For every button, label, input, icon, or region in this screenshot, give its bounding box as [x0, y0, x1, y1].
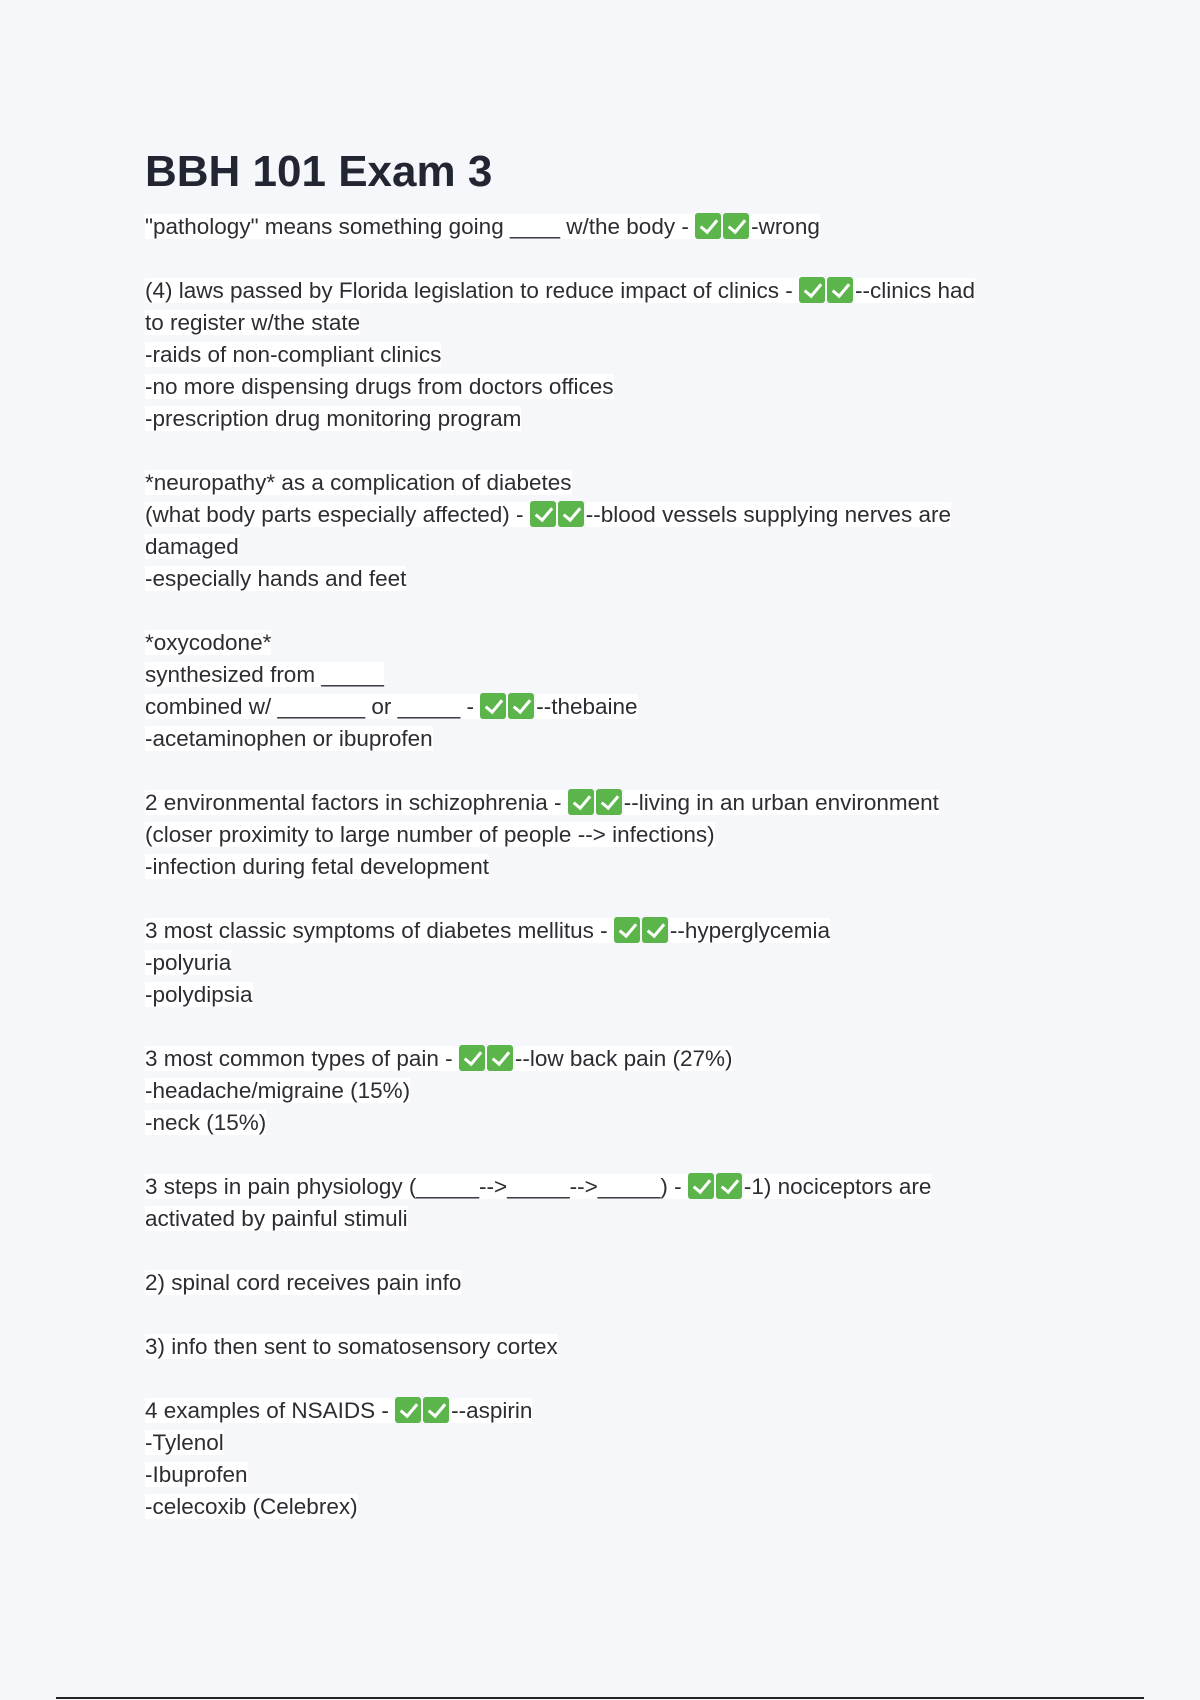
answer-marker	[530, 499, 586, 531]
check-mark-icon	[480, 693, 506, 719]
answer-continuation	[145, 1331, 1065, 1363]
flashcard-entry	[145, 1171, 1065, 1235]
check-mark-icon	[695, 213, 721, 239]
question-text: combined w/ _______ or _____ -	[145, 694, 481, 719]
answer-text: --hyperglycemia	[669, 918, 830, 943]
answer-text: -wrong	[751, 214, 820, 239]
check-mark-icon	[827, 277, 853, 303]
flashcard-entry	[145, 915, 1065, 1011]
flashcard-entry	[145, 1395, 1065, 1523]
answer-marker	[799, 275, 855, 307]
flashcard-entry	[145, 467, 1065, 595]
answer-line: -no more dispensing drugs from doctors offices	[145, 374, 614, 399]
check-mark-icon	[688, 1173, 714, 1199]
answer-line: -polyuria	[145, 950, 232, 975]
answer-line: -acetaminophen or ibuprofen	[145, 726, 433, 751]
answer-line: -raids of non-compliant clinics	[145, 342, 442, 367]
question-text: "pathology" means something going ____ w/the body -	[145, 214, 696, 239]
question-line: synthesized from _____	[145, 662, 384, 687]
flashcard-entry	[145, 1043, 1065, 1139]
check-mark-icon	[459, 1045, 485, 1071]
answer-line: -especially hands and feet	[145, 566, 407, 591]
answer-line: activated by painful stimuli	[145, 1206, 408, 1231]
question-text: 3 steps in pain physiology (_____-->_____-->_____) -	[145, 1174, 688, 1199]
answer-line: -headache/migraine (15%)	[145, 1078, 411, 1103]
flashcard-entry	[145, 787, 1065, 883]
answer-text: --blood vessels supplying nerves are	[585, 502, 951, 527]
answer-continuation	[145, 1267, 1065, 1299]
answer-line: -neck (15%)	[145, 1110, 267, 1135]
check-mark-icon	[487, 1045, 513, 1071]
answer-line: -Tylenol	[145, 1430, 224, 1455]
answer-marker	[695, 211, 751, 243]
footer-divider	[56, 1697, 1144, 1699]
answer-marker	[568, 787, 624, 819]
check-mark-icon	[716, 1173, 742, 1199]
flashcard-entry	[145, 211, 1065, 243]
question-text: 4 examples of NSAIDS -	[145, 1398, 396, 1423]
check-mark-icon	[423, 1397, 449, 1423]
flashcard-entry	[145, 627, 1065, 755]
answer-line: 3) info then sent to somatosensory cortex	[145, 1334, 558, 1359]
flashcard-list	[145, 211, 1065, 1555]
answer-line: to register w/the state	[145, 310, 361, 335]
page-title: BBH 101 Exam 3	[145, 147, 493, 196]
check-mark-icon	[723, 213, 749, 239]
answer-line: -prescription drug monitoring program	[145, 406, 522, 431]
answer-line: 2) spinal cord receives pain info	[145, 1270, 462, 1295]
check-mark-icon	[642, 917, 668, 943]
check-mark-icon	[596, 789, 622, 815]
answer-line: -polydipsia	[145, 982, 253, 1007]
answer-text: -1) nociceptors are	[743, 1174, 932, 1199]
answer-text: --living in an urban environment	[623, 790, 939, 815]
answer-line: damaged	[145, 534, 239, 559]
answer-marker	[688, 1171, 744, 1203]
answer-marker	[395, 1395, 451, 1427]
question-text: 3 most common types of pain -	[145, 1046, 459, 1071]
check-mark-icon	[508, 693, 534, 719]
answer-marker	[614, 915, 670, 947]
answer-line: -celecoxib (Celebrex)	[145, 1494, 358, 1519]
check-mark-icon	[799, 277, 825, 303]
check-mark-icon	[530, 501, 556, 527]
question-text: (what body parts especially affected) -	[145, 502, 530, 527]
answer-text: --clinics had	[855, 278, 976, 303]
check-mark-icon	[614, 917, 640, 943]
answer-text: --aspirin	[451, 1398, 533, 1423]
answer-line: -infection during fetal development	[145, 854, 489, 879]
answer-marker	[480, 691, 536, 723]
answer-line: -Ibuprofen	[145, 1462, 248, 1487]
check-mark-icon	[568, 789, 594, 815]
question-text: 3 most classic symptoms of diabetes mellitus -	[145, 918, 614, 943]
answer-marker	[459, 1043, 515, 1075]
question-text: 2 environmental factors in schizophrenia -	[145, 790, 568, 815]
answer-text: --low back pain (27%)	[514, 1046, 733, 1071]
flashcard-entry	[145, 275, 1065, 435]
check-mark-icon	[395, 1397, 421, 1423]
answer-line: (closer proximity to large number of people --> infections)	[145, 822, 715, 847]
question-line: *oxycodone*	[145, 630, 272, 655]
question-text: (4) laws passed by Florida legislation to reduce impact of clinics -	[145, 278, 800, 303]
answer-text: --thebaine	[536, 694, 638, 719]
question-line: *neuropathy* as a complication of diabetes	[145, 470, 572, 495]
check-mark-icon	[558, 501, 584, 527]
